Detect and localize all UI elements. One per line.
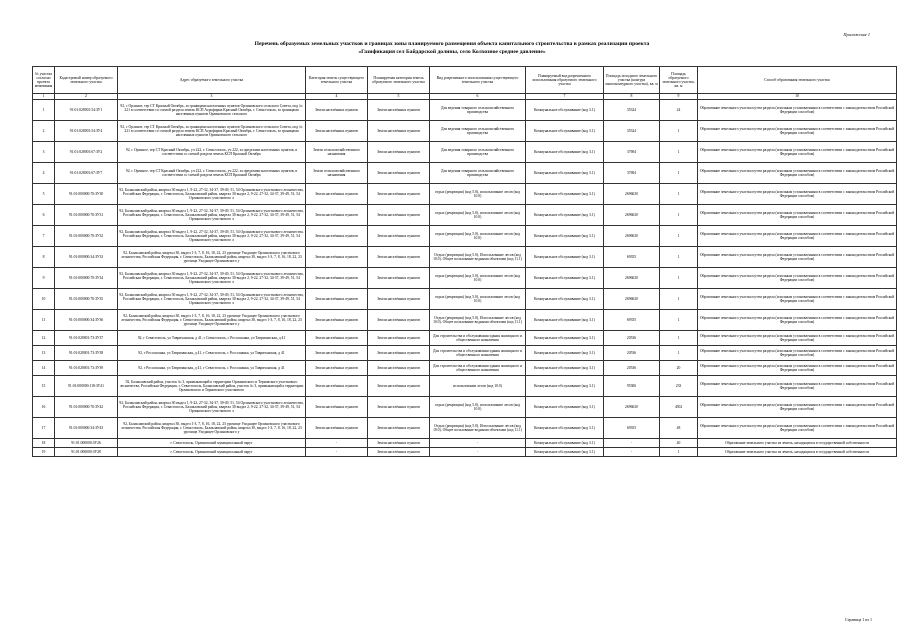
cadastral-number-cell: 91:01:000000:34:ЗУ33 (55, 247, 118, 268)
address-cell: 92, г Россошанка, ул Тавричанская, д 41, г Севастополь, с Россошанка, ул Тавричанская, д 41 (118, 346, 306, 361)
source-area-cell: 69355 (604, 418, 660, 439)
planned-category-cell: Земли населённых пунктов (368, 163, 430, 184)
cadastral-number-cell: 91:01:000000:118:ЗУ41 (55, 376, 118, 397)
address-cell: 92, с Орлиное, тер СТ Красный Октябрь, уч 222, г. Севастополь, уч 222, за пределами населенных пунктов, в соответствии со схемой раздела земель КСП Красный Октябрь (118, 142, 306, 163)
header-cell: Категория земель существующего земельного участка (306, 67, 368, 94)
address-cell: 92, Балаклавский район, квартал 30 выдел 1, 9-22, 27-32, 34-37, 39-49, 51, 54 Орлиновского участкового лесничества, Российская Федерация, г. Севастополь, Балаклавский район, квартал 30 выдел 2, 9-22, 27-32, 34-37, 39-49, 51, 54 Орлиновского участкового л (118, 268, 306, 289)
cadastral-number-cell: 91:01:028001:54:ЗУ4 (55, 121, 118, 142)
category-cell: Земли населённых пунктов (306, 268, 368, 289)
parcel-number-cell: 13 (33, 346, 55, 361)
new-area-cell: 1 (660, 331, 698, 346)
table-row (33, 361, 897, 376)
cadastral-number-cell: 91:01:028001:67:ЗУ7 (55, 163, 118, 184)
parcel-number-cell: 11 (33, 310, 55, 331)
new-area-cell: 20 (660, 361, 698, 376)
source-area-cell: 2696020 (604, 205, 660, 226)
cadastral-number-cell: 91:01:000000:34:ЗУ36 (55, 310, 118, 331)
cadastral-number-cell: 91:01:000000:70:ЗУ34 (55, 268, 118, 289)
formation-method-cell: Образование земельного участка путем раздела (или иным установленным в соответствии с законодательством Российской Федерации способом) (698, 376, 897, 397)
address-cell: 92, г Россошанка, ул Тавричанская, д 41, г Севастополь, с Россошанка, ул Тавричанская, д 41 (118, 361, 306, 376)
category-cell: Земли населённых пунктов (306, 289, 368, 310)
source-area-cell: - (604, 448, 660, 457)
address-cell: 92, с Орлиное, тер СТ Красный Октябрь, уч 222, г. Севастополь, уч 222, за пределами населенных пунктов, в соответствии со схемой раздела земель КСП Красный Октябрь (118, 163, 306, 184)
source-area-cell: 2696020 (604, 397, 660, 418)
column-number: 7 (526, 94, 604, 100)
permitted-use-cell: Для строительства и обслуживания здания жилищного и общественного назначения (430, 331, 526, 346)
cadastral-number-cell: 91:01:028001:54:ЗУ1 (55, 100, 118, 121)
address-cell: 92, Балаклавский район, квартал 30 выдел 1, 9-22, 27-32, 34-37, 39-49, 51, 54 Орлиновского участкового лесничества, Российская Федерация, г. Севастополь, Балаклавский район, квартал 30 выдел 2, 9-22, 27-32, 34-37, 39-49, 51, 54 Орлиновского участкового л (118, 226, 306, 247)
formation-method-cell: Образование земельного участка путем раздела (или иным установленным в соответствии с законодательством Российской Федерации способом) (698, 121, 897, 142)
table-row (33, 439, 897, 448)
planned-category-cell: Земли населённых пунктов (368, 268, 430, 289)
header-cell: Вид разрешенного использования существующего земельного участка (430, 67, 526, 94)
category-cell: Земли населённых пунктов (306, 310, 368, 331)
address-cell: 92, Балаклавский район, квартал 30 выдел 1, 9-22, 27-32, 34-37, 39-49, 51, 54 Орлиновского участкового лесничества, Российская Федерация, г. Севастополь, Балаклавский район, квартал 30 выдел 2, 9-22, 27-32, 34-37, 39-49, 51, 54 Орлиновского участкового л (118, 205, 306, 226)
source-area-cell: 37694 (604, 142, 660, 163)
planned-category-cell: Земли населённых пунктов (368, 346, 430, 361)
source-area-cell: 69355 (604, 310, 660, 331)
source-area-cell: 2696020 (604, 184, 660, 205)
permitted-use-cell: Для ведения товарного сельскохозяйственного производства (430, 121, 526, 142)
category-cell: Земли сельскохозяйственного назначения (306, 142, 368, 163)
category-cell: Земли населённых пунктов (306, 226, 368, 247)
table-row (33, 100, 897, 121)
planned-category-cell: Земли населённых пунктов (368, 418, 430, 439)
new-area-cell: 48 (660, 418, 698, 439)
header-cell: Планируемая категория земель образуемого земельного участка (368, 67, 430, 94)
table-row (33, 121, 897, 142)
permitted-use-cell: Для строительства и обслуживания здания жилищного и общественного назначения (430, 361, 526, 376)
table-row (33, 346, 897, 361)
planned-category-cell: Земли населённых пунктов (368, 397, 430, 418)
new-area-cell: 1 (660, 142, 698, 163)
planned-use-cell: Коммунальное обслуживание (код 3.1) (526, 448, 604, 457)
new-area-cell: 24 (660, 100, 698, 121)
cadastral-number-cell: 91:01:000000:70:ЗУ32 (55, 226, 118, 247)
planned-use-cell: Коммунальное обслуживание (код 3.1) (526, 376, 604, 397)
parcel-number-cell: 16 (33, 397, 55, 418)
planned-use-cell: Коммунальное обслуживание (код 3.1) (526, 289, 604, 310)
permitted-use-cell: отдых (рекреация) (код 5.0), использование лесов (код 10.0) (430, 397, 526, 418)
cadastral-number-cell: 91:01:000000:70:ЗУ42 (55, 397, 118, 418)
cadastral-number-cell: 91:01:000000:ЗУ26 (55, 439, 118, 448)
new-area-cell: 4502 (660, 397, 698, 418)
category-cell: Земли населённых пунктов (306, 247, 368, 268)
formation-method-cell: Образование земельного участка путем раздела (или иным установленным в соответствии с законодательством Российской Федерации способом) (698, 310, 897, 331)
source-area-cell: 20536 (604, 331, 660, 346)
address-cell: 92, г Севастополь, ул Тавричанская, д 41, г Севастополь, с Россошанка, ул Тавричанская, д 41 (118, 331, 306, 346)
parcel-number-cell: 6 (33, 205, 55, 226)
header-cell: Площадь образуемого земельного участка, кв. м (660, 67, 698, 94)
permitted-use-cell: Отдых (рекреация) (код 5.0), Использование лесов (код 10.0), Общее пользование водными объектами (код 11.1) (430, 247, 526, 268)
table-row (33, 397, 897, 418)
category-cell: - (306, 439, 368, 448)
column-number: 10 (698, 94, 897, 100)
address-cell: 92, Балаклавский район, квартал 30, выдел 1-3, 7, 8, 16, 18, 22, 23 урочище Уходящее Орлиновского участкового лесничества, Российская Федерация, г. Севастополь, Балаклавский район, квартал 30, выдел 1-3, 7, 8, 16, 18, 22, 23 урочище Уходящее Орлиновского у (118, 247, 306, 268)
table-row (33, 418, 897, 439)
formation-method-cell: Образование земельного участка путем раздела (или иным установленным в соответствии с законодательством Российской Федерации способом) (698, 331, 897, 346)
column-number: 2 (55, 94, 118, 100)
page-number: Страница 1 из 1 (844, 617, 872, 622)
permitted-use-cell: отдых (рекреация) (код 5.0), использование лесов (код 10.0) (430, 205, 526, 226)
header-cell: Способ образования земельного участка (698, 67, 897, 94)
formation-method-cell: Образование земельного участка путем раздела (или иным установленным в соответствии с законодательством Российской Федерации способом) (698, 268, 897, 289)
table-row (33, 331, 897, 346)
formation-method-cell: Образование земельного участка путем раздела (или иным установленным в соответствии с законодательством Российской Федерации способом) (698, 184, 897, 205)
source-area-cell: 35324 (604, 121, 660, 142)
address-cell: 92, Балаклавский район, участок № 3, примыкающий к территории Орлиновского и Терновского участкового лесничества, Российская Федерация, г. Севастополь, Балаклавский район, участок № 3, примыкающий к территории Орлиновского и Терновского участкового (118, 376, 306, 397)
planned-use-cell: Коммунальное обслуживание (код 3.1) (526, 121, 604, 142)
permitted-use-cell: Отдых (рекреация) (код 5.0), Использование лесов (код 10.0), Общее пользование водными объектами (код 11.1) (430, 310, 526, 331)
planned-category-cell: Земли населённых пунктов (368, 448, 430, 457)
permitted-use-cell: Для ведения товарного сельскохозяйственного производства (430, 100, 526, 121)
planned-category-cell: Земли населённых пунктов (368, 184, 430, 205)
parcel-number-cell: 19 (33, 448, 55, 457)
parcel-number-cell: 12 (33, 331, 55, 346)
parcel-number-cell: 18 (33, 439, 55, 448)
permitted-use-cell: - (430, 448, 526, 457)
planned-category-cell: Земли населённых пунктов (368, 226, 430, 247)
planned-use-cell: Коммунальное обслуживание (код 3.1) (526, 310, 604, 331)
address-cell: 92, Балаклавский район, квартал 30 выдел 1, 9-22, 27-32, 34-37, 39-49, 51, 54 Орлиновского участкового лесничества, Российская Федерация, г. Севастополь, Балаклавский район, квартал 30 выдел 2, 9-22, 27-32, 34-37, 39-49, 51, 54 Орлиновского участкового л (118, 397, 306, 418)
permitted-use-cell: отдых (рекреация) (код 5.0), использование лесов (код 10.0) (430, 226, 526, 247)
planned-category-cell: Земли населённых пунктов (368, 439, 430, 448)
planned-use-cell: Коммунальное обслуживание (код 3.1) (526, 346, 604, 361)
formation-method-cell: Образование земельного участка путем раздела (или иным установленным в соответствии с законодательством Российской Федерации способом) (698, 247, 897, 268)
formation-method-cell: Образование земельного участка путем раздела (или иным установленным в соответствии с законодательством Российской Федерации способом) (698, 397, 897, 418)
cadastral-number-cell: 91:01:000000:70:ЗУ31 (55, 205, 118, 226)
planned-category-cell: Земли населённых пунктов (368, 247, 430, 268)
permitted-use-cell: отдых (рекреация) (код 5.0), использование лесов (код 10.0) (430, 184, 526, 205)
planned-use-cell: Коммунальное обслуживание (код 3.1) (526, 226, 604, 247)
permitted-use-cell: Для строительства и обслуживания здания жилищного и общественного назначения (430, 346, 526, 361)
column-number: 9 (660, 94, 698, 100)
new-area-cell: 1 (660, 289, 698, 310)
source-area-cell: 20536 (604, 346, 660, 361)
category-cell: Земли населённых пунктов (306, 346, 368, 361)
source-area-cell: - (604, 439, 660, 448)
formation-method-cell: Образование земельного участка путем раздела (или иным установленным в соответствии с законодательством Российской Федерации способом) (698, 361, 897, 376)
category-cell: Земли населённых пунктов (306, 205, 368, 226)
planned-category-cell: Земли населённых пунктов (368, 142, 430, 163)
source-area-cell: 69355 (604, 247, 660, 268)
planned-use-cell: Коммунальное обслуживание (код 3.1) (526, 142, 604, 163)
cadastral-number-cell: 91:01:000000:ЗУ28 (55, 448, 118, 457)
header-cell: Кадастровый номер образуемого земельного участка (55, 67, 118, 94)
address-cell: 92, Балаклавский район, квартал 30, выдел 1-3, 7, 8, 16, 18, 22, 23 урочище Уходящее Орлиновского участкового лесничества, Российская Федерация, г. Севастополь, Балаклавский район, квартал 30, выдел 1-3, 7, 8, 16, 18, 22, 23 урочище Уходящее Орлиновского у (118, 310, 306, 331)
parcel-number-cell: 10 (33, 289, 55, 310)
table-row (33, 184, 897, 205)
permitted-use-cell: Для ведения товарного сельскохозяйственного производства (430, 142, 526, 163)
new-area-cell: 1 (660, 310, 698, 331)
table-row (33, 310, 897, 331)
table-row (33, 142, 897, 163)
address-cell: 92, Балаклавский район, квартал 30, выдел 1-3, 7, 8, 16, 18, 22, 23 урочище Уходящее Орлиновского участкового лесничества, Российская Федерация, г. Севастополь, Балаклавский район, квартал 30, выдел 1-3, 7, 8, 16, 18, 22, 23 урочище Уходящее Орлиновского у (118, 418, 306, 439)
new-area-cell: 1 (660, 184, 698, 205)
parcel-number-cell: 3 (33, 142, 55, 163)
formation-method-cell: Образование земельного участка путем раздела (или иным установленным в соответствии с законодательством Российской Федерации способом) (698, 289, 897, 310)
cadastral-number-cell: 91:01:028001:67:ЗУ2 (55, 142, 118, 163)
cadastral-number-cell: 91:01:000000:70:ЗУ35 (55, 289, 118, 310)
table-body (33, 100, 897, 457)
formation-method-cell: Образование земельного участка путем раздела (или иным установленным в соответствии с законодательством Российской Федерации способом) (698, 142, 897, 163)
formation-method-cell: Образование земельного участка путем раздела (или иным установленным в соответствии с законодательством Российской Федерации способом) (698, 205, 897, 226)
document-subtitle: «Газификация сел Байдарской долины, село Колхозное среднее давление» (358, 49, 546, 55)
source-area-cell: 37694 (604, 163, 660, 184)
column-number: 5 (368, 94, 430, 100)
planned-use-cell: Коммунальное обслуживание (код 3.1) (526, 361, 604, 376)
planned-category-cell: Земли населённых пунктов (368, 331, 430, 346)
source-area-cell: 2696020 (604, 289, 660, 310)
table-row (33, 268, 897, 289)
permitted-use-cell: отдых (рекреация) (код 5.0), использование лесов (код 10.0) (430, 268, 526, 289)
planned-use-cell: Коммунальное обслуживание (код 3.1) (526, 100, 604, 121)
cadastral-number-cell: 91:01:028001:73:ЗУ38 (55, 346, 118, 361)
address-cell: 92, Балаклавский район, квартал 30 выдел 1, 9-22, 27-32, 34-37, 39-49, 51, 54 Орлиновского участкового лесничества, Российская Федерация, г. Севастополь, Балаклавский район, квартал 30 выдел 2, 9-22, 27-32, 34-37, 39-49, 51, 54 Орлиновского участкового л (118, 289, 306, 310)
parcels-table (32, 66, 897, 457)
category-cell: Земли сельскохозяйственного назначения (306, 163, 368, 184)
parcel-number-cell: 14 (33, 361, 55, 376)
new-area-cell: 233 (660, 376, 698, 397)
cadastral-number-cell: 91:01:028001:73:ЗУ37 (55, 331, 118, 346)
table-row (33, 205, 897, 226)
formation-method-cell: Образование земельного участка путем раздела (или иным установленным в соответствии с законодательством Российской Федерации способом) (698, 418, 897, 439)
formation-method-cell: Образование земельного участка путем раздела (или иным установленным в соответствии с законодательством Российской Федерации способом) (698, 226, 897, 247)
cadastral-number-cell: 91:01:000000:34:ЗУ43 (55, 418, 118, 439)
planned-use-cell: Коммунальное обслуживание (код 3.1) (526, 184, 604, 205)
planned-use-cell: Коммунальное обслуживание (код 3.1) (526, 418, 604, 439)
parcel-number-cell: 9 (33, 268, 55, 289)
category-cell: Земли населённых пунктов (306, 331, 368, 346)
formation-method-cell: Образование земельного участка путем раздела (или иным установленным в соответствии с законодательством Российской Федерации способом) (698, 100, 897, 121)
parcel-number-cell: 4 (33, 163, 55, 184)
planned-category-cell: Земли населённых пунктов (368, 121, 430, 142)
category-cell: Земли населённых пунктов (306, 418, 368, 439)
category-cell: Земли населённых пунктов (306, 184, 368, 205)
new-area-cell: 40 (660, 439, 698, 448)
category-cell: Земли населённых пунктов (306, 376, 368, 397)
column-number: 6 (430, 94, 526, 100)
address-cell: г. Севастополь, Орлиновский муниципальный округ (118, 439, 306, 448)
source-area-cell: 20536 (604, 361, 660, 376)
address-cell: г. Севастополь, Орлиновский муниципальный округ (118, 448, 306, 457)
table-row (33, 247, 897, 268)
planned-category-cell: Земли населённых пунктов (368, 100, 430, 121)
parcel-number-cell: 15 (33, 376, 55, 397)
header-cell: Планируемый вид разрешенного использования образуемого земельного участка (526, 67, 604, 94)
planned-use-cell: Коммунальное обслуживание (код 3.1) (526, 331, 604, 346)
formation-method-cell: Образование земельного участка путем раздела (или иным установленным в соответствии с законодательством Российской Федерации способом) (698, 163, 897, 184)
planned-use-cell: Коммунальное обслуживание (код 3.1) (526, 268, 604, 289)
permitted-use-cell: использование лесов (код 10.0) (430, 376, 526, 397)
new-area-cell: 1 (660, 448, 698, 457)
parcel-number-cell: 2 (33, 121, 55, 142)
category-cell: - (306, 448, 368, 457)
column-number: 4 (306, 94, 368, 100)
address-cell: 92, с Орлиное, тер СТ Красный Октябрь, за границами населенных пунктов Орлиновского сельского Совета, под № 221 в соответствии со схемой раздела земель КСП Агрофирма Красный Октябрь, г. Севастополь, за границами населенных пунктов Орлиновского сельского (118, 100, 306, 121)
planned-use-cell: Коммунальное обслуживание (код 3.1) (526, 163, 604, 184)
planned-category-cell: Земли населённых пунктов (368, 361, 430, 376)
table-row (33, 289, 897, 310)
parcel-number-cell: 8 (33, 247, 55, 268)
new-area-cell: 1 (660, 346, 698, 361)
table-row (33, 376, 897, 397)
header-cell: № участка согласно проекта межевания (33, 67, 55, 94)
permitted-use-cell: отдых (рекреация) (код 5.0), использование лесов (код 10.0) (430, 289, 526, 310)
source-area-cell: 35324 (604, 100, 660, 121)
permitted-use-cell: Отдых (рекреация) (код 5.0), Использование лесов (код 10.0), Общее пользование водными объектами (код 11.1) (430, 418, 526, 439)
category-cell: Земли населённых пунктов (306, 397, 368, 418)
header-cell: Площадь исходного земельного участка (контура многоконтурного участка), кв. м (604, 67, 660, 94)
category-cell: Земли населённых пунктов (306, 100, 368, 121)
new-area-cell: 1 (660, 247, 698, 268)
new-area-cell: 1 (660, 226, 698, 247)
permitted-use-cell: - (430, 439, 526, 448)
new-area-cell: 1 (660, 268, 698, 289)
planned-use-cell: Коммунальное обслуживание (код 3.1) (526, 439, 604, 448)
formation-method-cell: Образование земельного участка из земель, находящихся в государственной собственности (698, 448, 897, 457)
source-area-cell: 2696020 (604, 226, 660, 247)
appendix-label: Приложение 1 (843, 32, 870, 37)
parcel-number-cell: 17 (33, 418, 55, 439)
planned-use-cell: Коммунальное обслуживание (код 3.1) (526, 247, 604, 268)
new-area-cell: 1 (660, 121, 698, 142)
planned-category-cell: Земли населённых пунктов (368, 205, 430, 226)
source-area-cell: 95306 (604, 376, 660, 397)
parcel-number-cell: 7 (33, 226, 55, 247)
cadastral-number-cell: 91:01:000000:70:ЗУ30 (55, 184, 118, 205)
formation-method-cell: Образование земельного участка из земель, находящихся в государственной собственности (698, 439, 897, 448)
address-cell: 92, Балаклавский район, квартал 30 выдел 1, 9-22, 27-32, 34-37, 39-49, 51, 54 Орлиновского участкового лесничества, Российская Федерация, г. Севастополь, Балаклавский район, квартал 30 выдел 2, 9-22, 27-32, 34-37, 39-49, 51, 54 Орлиновского участкового л (118, 184, 306, 205)
parcel-number-cell: 1 (33, 100, 55, 121)
planned-category-cell: Земли населённых пунктов (368, 289, 430, 310)
planned-use-cell: Коммунальное обслуживание (код 3.1) (526, 397, 604, 418)
new-area-cell: 1 (660, 205, 698, 226)
cadastral-number-cell: 91:01:028001:73:ЗУ39 (55, 361, 118, 376)
table-row (33, 163, 897, 184)
table-row (33, 226, 897, 247)
new-area-cell: 1 (660, 163, 698, 184)
planned-use-cell: Коммунальное обслуживание (код 3.1) (526, 205, 604, 226)
category-cell: Земли населённых пунктов (306, 121, 368, 142)
planned-category-cell: Земли населённых пунктов (368, 310, 430, 331)
column-number: 8 (604, 94, 660, 100)
parcel-number-cell: 5 (33, 184, 55, 205)
category-cell: Земли населённых пунктов (306, 361, 368, 376)
column-number: 1 (33, 94, 55, 100)
permitted-use-cell: Для ведения товарного сельскохозяйственного производства (430, 163, 526, 184)
column-number: 3 (118, 94, 306, 100)
table-header-row (33, 67, 897, 94)
source-area-cell: 2696020 (604, 268, 660, 289)
document-title: Перечень образуемых земельных участков и границах зоны планируемого размещения объекта капитального строительства в рамках реализации проекта (254, 41, 650, 47)
header-cell: Адрес образуемого земельного участка (118, 67, 306, 94)
address-cell: 92, с Орлиное, тер СТ Красный Октябрь, за границами населенных пунктов Орлиновского сельского Совета, под № 221 в соответствии со схемой раздела земель КСП Агрофирма Красный Октябрь, г. Севастополь, за границами населенных пунктов Орлиновского сельского (118, 121, 306, 142)
planned-category-cell: Земли населённых пунктов (368, 376, 430, 397)
table-row (33, 448, 897, 457)
formation-method-cell: Образование земельного участка путем раздела (или иным установленным в соответствии с законодательством Российской Федерации способом) (698, 346, 897, 361)
